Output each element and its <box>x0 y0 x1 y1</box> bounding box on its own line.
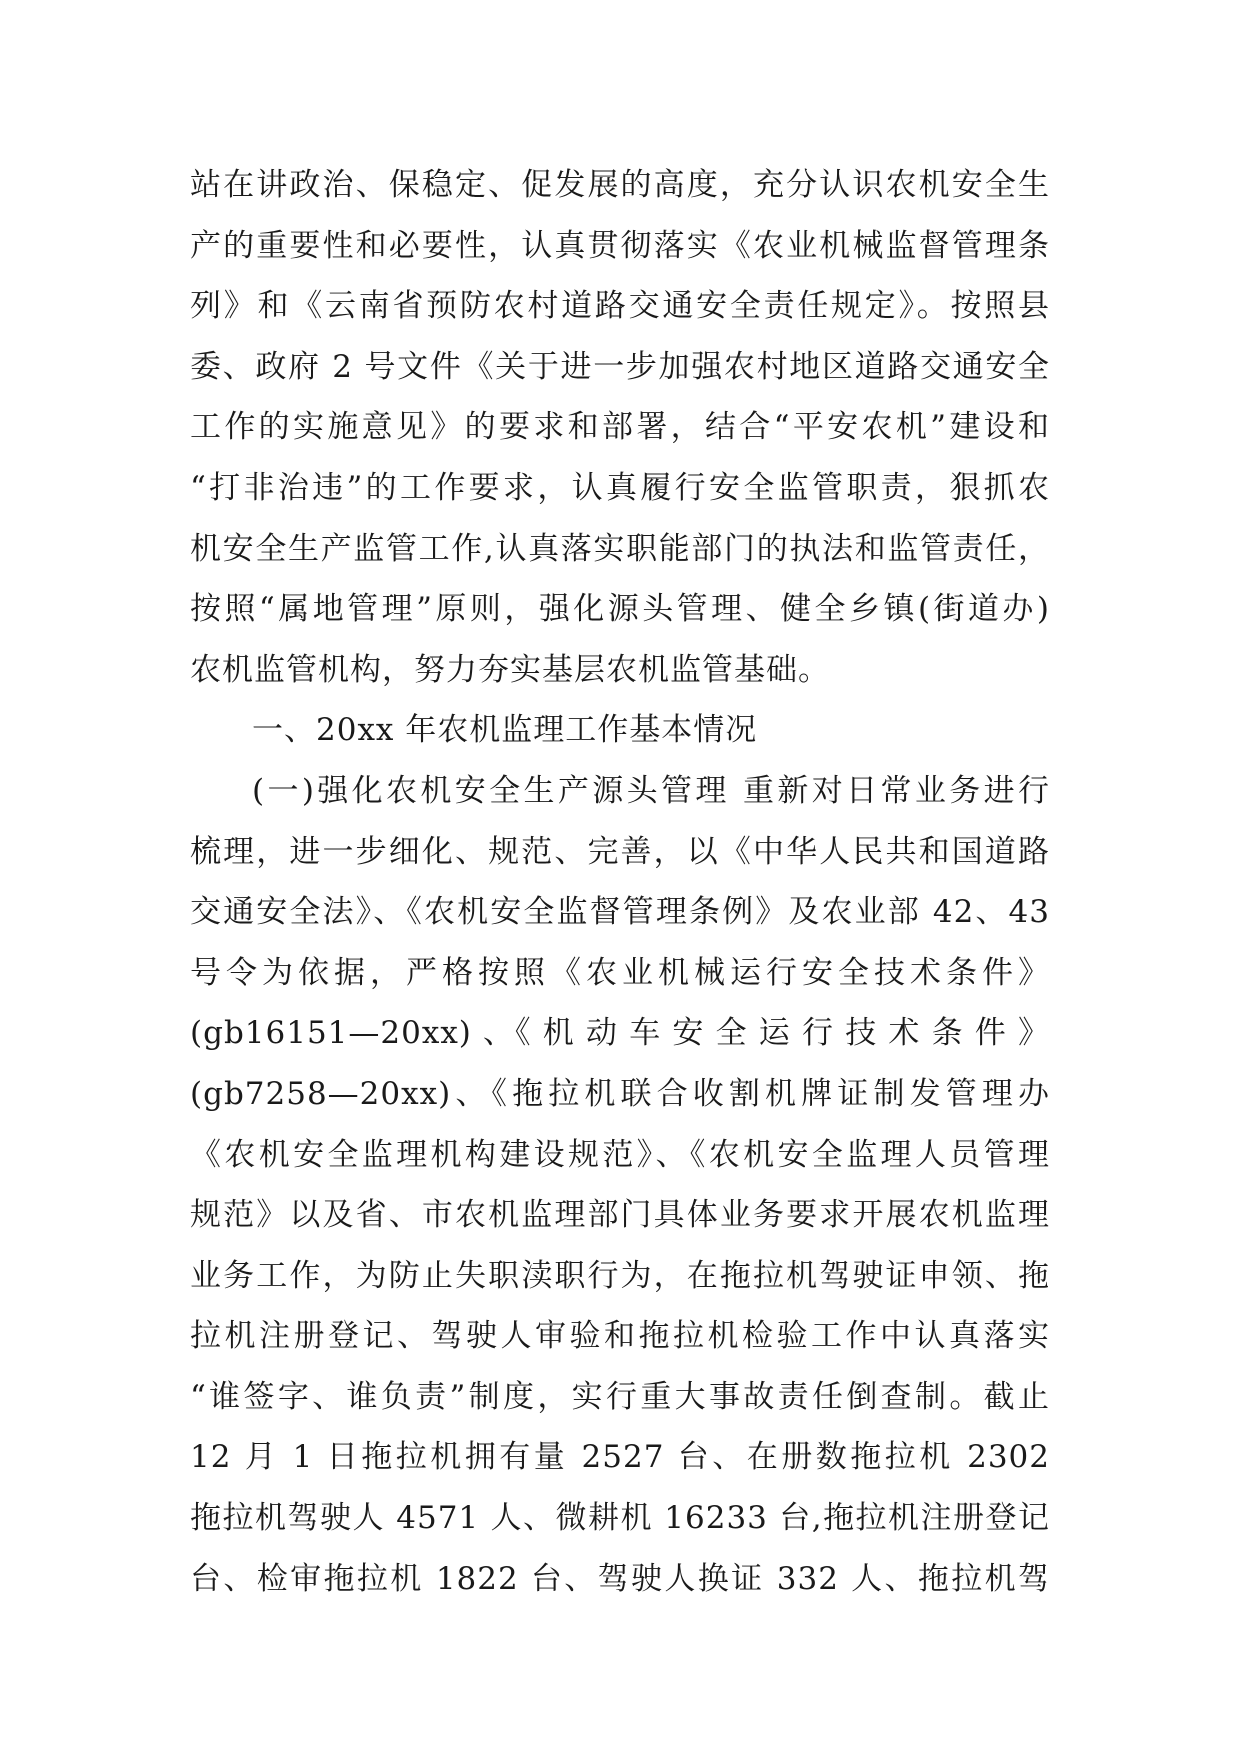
text-line: 列》和《云南省预防农村道路交通安全责任规定》。按照县 <box>190 288 1050 325</box>
text-line: 交通安全法》、《农机安全监督管理条例》及农业部 42、43 <box>190 894 1050 931</box>
section-heading: 一、20xx 年农机监理工作基本情况 <box>252 712 758 749</box>
text-line: 《农机安全监理机构建设规范》、《农机安全监理人员管理 <box>190 1136 1050 1173</box>
subsection-heading: (一)强化农机安全生产源头管理 重新对日常业务进行 <box>252 772 1050 809</box>
text-line: 台、检审拖拉机 1822 台、驾驶人换证 332 人、拖拉机驾 <box>190 1560 1050 1597</box>
text-line: 站在讲政治、保稳定、促发展的高度，充分认识农机安全生 <box>190 167 1050 203</box>
text-line: “打非治违”的工作要求，认真履行安全监管职责，狠抓农 <box>190 469 1050 506</box>
body-text <box>190 155 1050 1609</box>
text-line: 业务工作，为防止失职渎职行为，在拖拉机驾驶证申领、拖 <box>190 1257 1050 1294</box>
text-line: 产的重要性和必要性，认真贯彻落实《农业机械监督管理条 <box>190 227 1050 264</box>
text-line: (gb7258—20xx)、《拖拉机联合收割机牌证制发管理办 <box>190 1075 1050 1112</box>
text-line: 农机监管机构，努力夯实基层农机监管基础。 <box>190 651 830 688</box>
text-line: 拉机注册登记、驾驶人审验和拖拉机检验工作中认真落实 <box>190 1318 1050 1355</box>
text-line: 规范》以及省、市农机监理部门具体业务要求开展农机监理 <box>190 1197 1050 1234</box>
text-line: “谁签字、谁负责”制度，实行重大事故责任倒查制。截止 <box>190 1378 1050 1415</box>
text-line: 拖拉机驾驶人 4571 人、微耕机 16233 台,拖拉机注册登记 <box>190 1500 1050 1537</box>
text-line: 号令为依据，严格按照《农业机械运行安全技术条件》 <box>190 954 1050 991</box>
text-line: 梳理，进一步细化、规范、完善，以《中华人民共和国道路 <box>190 833 1050 870</box>
text-line: 机安全生产监管工作,认真落实职能部门的执法和监管责任， <box>190 530 1050 567</box>
text-line: 按照“属地管理”原则，强化源头管理、健全乡镇(街道办) <box>190 591 1050 628</box>
text-line: 12 月 1 日拖拉机拥有量 2527 台、在册数拖拉机 2302 <box>190 1439 1050 1476</box>
text-line: 委、政府 2 号文件《关于进一步加强农村地区道路交通安全 <box>190 348 1050 385</box>
text-line: 工作的实施意见》的要求和部署，结合“平安农机”建设和 <box>190 409 1050 446</box>
text-line: (gb16151—20xx) 、《 机 动 车 安 全 运 行 技 术 条 件 》 <box>190 1015 1050 1052</box>
